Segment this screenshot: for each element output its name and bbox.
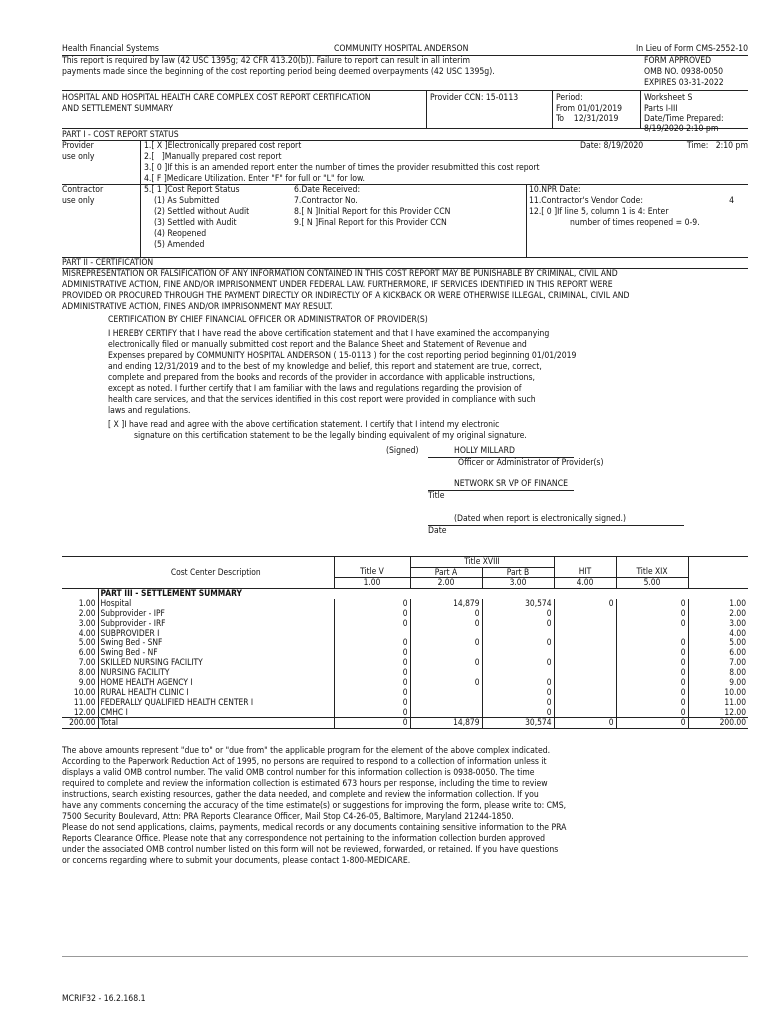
line-number: 10.00 bbox=[73, 686, 96, 697]
line-number: 4.00 bbox=[78, 627, 96, 638]
cost-center-header: Cost Center Description bbox=[170, 566, 261, 577]
signer-title: NETWORK SR VP OF FINANCE bbox=[454, 479, 569, 489]
omb-number: OMB NO. 0938-0050 bbox=[644, 67, 724, 77]
part-a-amount bbox=[410, 708, 482, 718]
column-number-row bbox=[62, 578, 748, 589]
part-b-amount: 0 bbox=[482, 609, 554, 619]
contractor-use-label-2: use only bbox=[62, 196, 95, 206]
line1-date: Date: 8/19/2020 bbox=[580, 141, 644, 151]
cost-center-name: Subprovider - IPF bbox=[98, 609, 334, 619]
line-number: 11.00 bbox=[73, 696, 96, 707]
certification-heading: CERTIFICATION BY CHIEF FINANCIAL OFFICER OR ADMINISTRATOR OF PROVIDER(S) bbox=[108, 315, 428, 325]
officer-label: Officer or Administrator of Provider(s) bbox=[458, 458, 604, 468]
cost-center-name: SKILLED NURSING FACILITY bbox=[98, 658, 334, 668]
cost-center-name: Swing Bed - SNF bbox=[98, 638, 334, 648]
title19-amount: 0 bbox=[616, 619, 688, 629]
cert-line-4: and ending 12/31/2019 and to the best of my knowledge and belief, this report and statement are true, correct, bbox=[108, 362, 542, 372]
line2-manual: 2.[ ]Manually prepared cost report bbox=[144, 152, 282, 162]
title5-amount: 0 bbox=[334, 708, 410, 718]
paperwork-line-10: or concerns regarding where to submit your documents, please contact 1-800-MEDICARE. bbox=[62, 856, 411, 866]
paperwork-line-5: have any comments concerning the accuracy of the time estimate(s) or suggestions for improving the form, please write to: CMS, bbox=[62, 801, 567, 811]
date-line bbox=[428, 525, 684, 526]
part-a-amount: 0 bbox=[410, 638, 482, 648]
c12-reopened-2: number of times reopened = 0-9. bbox=[570, 218, 700, 228]
line-number-right: 3.00 bbox=[688, 619, 748, 629]
provider-use-label-2: use only bbox=[62, 152, 95, 162]
c9-final-report: 9.[ N ]Final Report for this Provider CCN bbox=[294, 218, 447, 228]
cert-line-6: except as noted. I further certify that I am familiar with the laws and regulations regarding the provision of bbox=[108, 384, 522, 394]
colnum-3: 3.00 bbox=[482, 578, 554, 589]
paperwork-line-8: Reports Clearance Office. Please note that any correspondence not pertaining to the information collection burden approved bbox=[62, 834, 545, 844]
c8-initial-report: 8.[ N ]Initial Report for this Provider CCN bbox=[294, 207, 451, 217]
cost-center-name: Hospital bbox=[98, 599, 334, 609]
cert-line-8: laws and regulations. bbox=[108, 406, 191, 416]
title19-amount: 0 bbox=[616, 648, 688, 658]
part-b-amount bbox=[482, 648, 554, 658]
part-b-amount: 0 bbox=[482, 678, 554, 688]
line-number-right: 12.00 bbox=[688, 708, 748, 718]
title19-amount: 0 bbox=[616, 708, 688, 718]
cert-line-2: electronically filed or manually submitted cost report and the Balance Sheet and Statement of Revenue and bbox=[108, 340, 527, 350]
title19-amount bbox=[616, 628, 688, 638]
line-number: 9.00 bbox=[78, 677, 96, 688]
hit-amount bbox=[554, 688, 616, 698]
line-number: 5.00 bbox=[78, 637, 96, 648]
title19-amount: 0 bbox=[616, 668, 688, 678]
hit-amount: 0 bbox=[554, 599, 616, 609]
c5-option-4: (4) Reopened bbox=[154, 229, 207, 239]
cost-center-name: NURSING FACILITY bbox=[98, 668, 334, 678]
part-b-amount: 0 bbox=[482, 698, 554, 708]
c5-option-3: (3) Settled with Audit bbox=[154, 218, 237, 228]
part-a-amount: 0 bbox=[410, 678, 482, 688]
line4-utilization: 4.[ F ]Medicare Utilization. Enter "F" for full or "L" for low. bbox=[144, 174, 365, 184]
part2-heading: PART II - CERTIFICATION bbox=[62, 258, 154, 268]
title19-amount: 0 bbox=[616, 718, 688, 729]
title19-amount: 0 bbox=[616, 638, 688, 648]
line1-time: Time: 2:10 pm bbox=[686, 141, 748, 151]
line-number-right: 6.00 bbox=[688, 648, 748, 658]
title18-header: Title XVIII bbox=[410, 557, 554, 568]
cost-center-name: FEDERALLY QUALIFIED HEALTH CENTER I bbox=[98, 698, 334, 708]
line-number-right: 9.00 bbox=[688, 678, 748, 688]
line-number: 8.00 bbox=[78, 667, 96, 678]
hospital-name-header: COMMUNITY HOSPITAL ANDERSON bbox=[334, 44, 469, 54]
title5-amount: 0 bbox=[334, 609, 410, 619]
part-b-header: Part B bbox=[482, 567, 554, 578]
title19-amount: 0 bbox=[616, 688, 688, 698]
title5-header: Title V bbox=[334, 567, 410, 578]
settlement-summary-table bbox=[62, 556, 748, 729]
contractor-use-label: Contractor bbox=[62, 185, 104, 195]
line-number-right: 200.00 bbox=[688, 718, 748, 729]
form-number: In Lieu of Form CMS-2552-10 bbox=[635, 44, 748, 54]
line-number-right: 2.00 bbox=[688, 609, 748, 619]
paperwork-line-1: According to the Paperwork Reduction Act of 1995, no persons are required to respond to a collection of information unless it bbox=[62, 757, 547, 767]
part-a-header: Part A bbox=[410, 567, 482, 578]
table-row bbox=[62, 619, 748, 629]
part1-heading: PART I - COST REPORT STATUS bbox=[62, 130, 179, 140]
cost-center-name: RURAL HEALTH CLINIC I bbox=[98, 688, 334, 698]
line-number-right: 4.00 bbox=[688, 628, 748, 638]
hit-amount: 0 bbox=[554, 718, 616, 729]
title5-amount: 0 bbox=[334, 599, 410, 609]
cert-line-3: Expenses prepared by COMMUNITY HOSPITAL ANDERSON ( 15-0113 ) for the cost reporting period beginning 01/01/2019 bbox=[108, 351, 577, 361]
hit-amount bbox=[554, 668, 616, 678]
hit-header: HIT bbox=[554, 567, 616, 578]
part-a-amount bbox=[410, 668, 482, 678]
title5-amount: 0 bbox=[334, 638, 410, 648]
cost-center-name: CMHC I bbox=[98, 708, 334, 718]
line3-amended: 3.[ 0 ]If this is an amended report enter the number of times the provider resubmitted this cost report bbox=[144, 163, 540, 173]
table-row bbox=[62, 708, 748, 718]
title5-amount: 0 bbox=[334, 698, 410, 708]
c12-reopened: 12.[ 0 ]If line 5, column 1 is 4: Enter bbox=[529, 207, 669, 217]
hit-amount bbox=[554, 638, 616, 648]
signer-name: HOLLY MILLARD bbox=[454, 446, 515, 456]
cost-center-name: Total bbox=[98, 718, 334, 729]
title19-amount: 0 bbox=[616, 698, 688, 708]
c6-date-received: 6.Date Received: bbox=[294, 185, 361, 195]
part-b-amount: 0 bbox=[482, 688, 554, 698]
part-b-amount: 0 bbox=[482, 658, 554, 668]
agree-line-1: [ X ]I have read and agree with the above certification statement. I certify that I intend my electronic bbox=[108, 420, 500, 430]
software-name: Health Financial Systems bbox=[62, 44, 159, 54]
notice-line-1: This report is required by law (42 USC 1395g; 42 CFR 413.20(b)). Failure to report can result in all interim bbox=[62, 56, 470, 66]
line-number: 2.00 bbox=[78, 607, 96, 618]
line1-electronic: 1.[ X ]Electronically prepared cost report bbox=[144, 141, 302, 151]
colnum-5: 5.00 bbox=[616, 578, 688, 589]
report-title-line-2: AND SETTLEMENT SUMMARY bbox=[62, 104, 174, 114]
paperwork-line-6: 7500 Security Boulevard, Attn: PRA Reports Clearance Officer, Mail Stop C4-26-05, Baltimore, Maryland 21244-1850. bbox=[62, 812, 514, 822]
line-number: 200.00 bbox=[62, 718, 98, 729]
paperwork-line-4: instructions, search existing resources, gather the data needed, and complete and review the information collection. If you bbox=[62, 790, 539, 800]
paperwork-line-2: displays a valid OMB control number. The valid OMB control number for this information collection is 0938-0050. The time bbox=[62, 768, 535, 778]
part-b-amount: 0 bbox=[482, 638, 554, 648]
hit-amount bbox=[554, 619, 616, 629]
hit-amount bbox=[554, 658, 616, 668]
line-number: 3.00 bbox=[78, 617, 96, 628]
period-to: To 12/31/2019 bbox=[556, 114, 619, 124]
part-a-amount bbox=[410, 698, 482, 708]
footer-rule bbox=[62, 956, 748, 957]
line-number-right: 8.00 bbox=[688, 668, 748, 678]
worksheet-label: Worksheet S bbox=[644, 93, 693, 103]
provider-use-label: Provider bbox=[62, 141, 94, 151]
part-b-amount: 0 bbox=[482, 708, 554, 718]
parts-label: Parts I-III bbox=[644, 104, 678, 114]
hit-amount bbox=[554, 648, 616, 658]
date-time-label: Date/Time Prepared: bbox=[644, 114, 724, 124]
paperwork-line-7: Please do not send applications, claims, payments, medical records or any documents containing sensitive information to the PRA bbox=[62, 823, 567, 833]
title5-amount bbox=[334, 628, 410, 638]
warning-line-4: ADMINISTRATIVE ACTION, FINES AND/OR IMPRISONMENT MAY RESULT. bbox=[62, 302, 333, 312]
line-number-right: 10.00 bbox=[688, 688, 748, 698]
c11-vendor-code-value: 4 bbox=[729, 196, 734, 206]
title5-amount: 0 bbox=[334, 678, 410, 688]
title-line bbox=[428, 490, 574, 491]
part-b-amount: 30,574 bbox=[482, 718, 554, 729]
expiration: EXPIRES 03-31-2022 bbox=[644, 78, 724, 88]
colnum-1: 1.00 bbox=[334, 578, 410, 589]
colnum-2: 2.00 bbox=[410, 578, 482, 589]
cost-center-name: Subprovider - IRF bbox=[98, 619, 334, 629]
line-number: 1.00 bbox=[78, 597, 96, 608]
line-number-right: 5.00 bbox=[688, 638, 748, 648]
date-label: Date bbox=[428, 526, 447, 536]
title19-header: Title XIX bbox=[616, 567, 688, 578]
period-from: From 01/01/2019 bbox=[556, 104, 623, 114]
cost-center-name: Swing Bed - NF bbox=[98, 648, 334, 658]
part-a-amount bbox=[410, 628, 482, 638]
warning-line-3: PROVIDED OR PROCURED THROUGH THE PAYMENT DIRECTLY OR INDIRECTLY OF A KICKBACK OR WERE OTHERWISE ILLEGAL, CRIMINAL, CIVIL AND bbox=[62, 291, 630, 301]
period-label: Period: bbox=[556, 93, 583, 103]
line-number: 12.00 bbox=[73, 706, 96, 717]
agree-line-2: signature on this certification statement to be the legally binding equivalent of my original signature. bbox=[134, 431, 527, 441]
notice-line-2: payments made since the beginning of the cost reporting period being deemed overpayments (42 USC 1395g). bbox=[62, 67, 495, 77]
c7-contractor-no: 7.Contractor No. bbox=[294, 196, 358, 206]
title-block bbox=[62, 90, 748, 134]
date-time-value: 8/19/2020 2:10 pm bbox=[644, 124, 719, 134]
title5-amount: 0 bbox=[334, 668, 410, 678]
signed-label: (Signed) bbox=[386, 446, 419, 456]
warning-line-1: MISREPRESENTATION OR FALSIFICATION OF ANY INFORMATION CONTAINED IN THIS COST REPORT MAY BE PUNISHABLE BY CRIMINAL, CIVIL AND bbox=[62, 269, 618, 279]
dated-note: (Dated when report is electronically signed.) bbox=[454, 514, 627, 524]
amounts-footnote: The above amounts represent "due to" or "due from" the applicable program for the element of the above complex indicated. bbox=[62, 746, 551, 756]
title19-amount: 0 bbox=[616, 609, 688, 619]
c5-option-1: (1) As Submitted bbox=[154, 196, 220, 206]
cert-line-1: I HEREBY CERTIFY that I have read the above certification statement and that I have examined the accompanying bbox=[108, 329, 550, 339]
line-number-right: 11.00 bbox=[688, 698, 748, 708]
part3-heading: PART III - SETTLEMENT SUMMARY bbox=[98, 589, 334, 599]
part-a-amount: 0 bbox=[410, 658, 482, 668]
footer-code: MCRIF32 - 16.2.168.1 bbox=[62, 994, 146, 1004]
line-number: 7.00 bbox=[78, 657, 96, 668]
hit-amount bbox=[554, 708, 616, 718]
part-b-amount: 0 bbox=[482, 619, 554, 629]
title5-amount: 0 bbox=[334, 718, 410, 729]
part-a-amount: 14,879 bbox=[410, 718, 482, 729]
line-number-right: 7.00 bbox=[688, 658, 748, 668]
hit-amount bbox=[554, 678, 616, 688]
part-b-amount bbox=[482, 628, 554, 638]
title19-amount: 0 bbox=[616, 599, 688, 609]
c11-vendor-code: 11.Contractor's Vendor Code: bbox=[529, 196, 644, 206]
cert-line-7: health care services, and that the services identified in this cost report were provided in compliance with such bbox=[108, 395, 536, 405]
part-b-amount: 30,574 bbox=[482, 599, 554, 609]
colnum-4: 4.00 bbox=[554, 578, 616, 589]
form-approved: FORM APPROVED bbox=[644, 56, 712, 66]
c5-option-5: (5) Amended bbox=[154, 240, 205, 250]
hit-amount bbox=[554, 698, 616, 708]
title-label: Title bbox=[428, 491, 445, 501]
part-a-amount bbox=[410, 648, 482, 658]
part-a-amount: 0 bbox=[410, 619, 482, 629]
paperwork-line-9: under the associated OMB control number listed on this form will not be reviewed, forwarded, or retained. If you have questions bbox=[62, 845, 559, 855]
cost-center-name: HOME HEALTH AGENCY I bbox=[98, 678, 334, 688]
title5-amount: 0 bbox=[334, 688, 410, 698]
hit-amount bbox=[554, 628, 616, 638]
part-a-amount: 0 bbox=[410, 609, 482, 619]
hit-amount bbox=[554, 609, 616, 619]
provider-ccn: Provider CCN: 15-0113 bbox=[430, 93, 519, 103]
cost-center-name: SUBPROVIDER I bbox=[98, 628, 334, 638]
report-title-line-1: HOSPITAL AND HOSPITAL HEALTH CARE COMPLEX COST REPORT CERTIFICATION bbox=[62, 93, 371, 103]
part-a-amount bbox=[410, 688, 482, 698]
c5-option-2: (2) Settled without Audit bbox=[154, 207, 250, 217]
c10-npr-date: 10.NPR Date: bbox=[529, 185, 581, 195]
line-number: 6.00 bbox=[78, 647, 96, 658]
table-row bbox=[62, 718, 748, 729]
paperwork-line-3: required to complete and review the information collection is estimated 673 hours per response, including the time to review bbox=[62, 779, 548, 789]
title19-amount: 0 bbox=[616, 678, 688, 688]
part-a-amount: 14,879 bbox=[410, 599, 482, 609]
warning-line-2: ADMINISTRATIVE ACTION, FINE AND/OR IMPRISONMENT UNDER FEDERAL LAW. FURTHERMORE, IF SERVICES IDENTIFIED IN THIS REPORT WERE bbox=[62, 280, 613, 290]
title5-amount: 0 bbox=[334, 648, 410, 658]
line-number-right: 1.00 bbox=[688, 599, 748, 609]
cert-line-5: complete and prepared from the books and records of the provider in accordance with applicable instructions, bbox=[108, 373, 535, 383]
title5-amount: 0 bbox=[334, 658, 410, 668]
header-row-2 bbox=[62, 567, 748, 578]
title19-amount: 0 bbox=[616, 658, 688, 668]
title5-amount: 0 bbox=[334, 619, 410, 629]
part-b-amount bbox=[482, 668, 554, 678]
c5-status: 5.[ 1 ]Cost Report Status bbox=[144, 185, 240, 195]
